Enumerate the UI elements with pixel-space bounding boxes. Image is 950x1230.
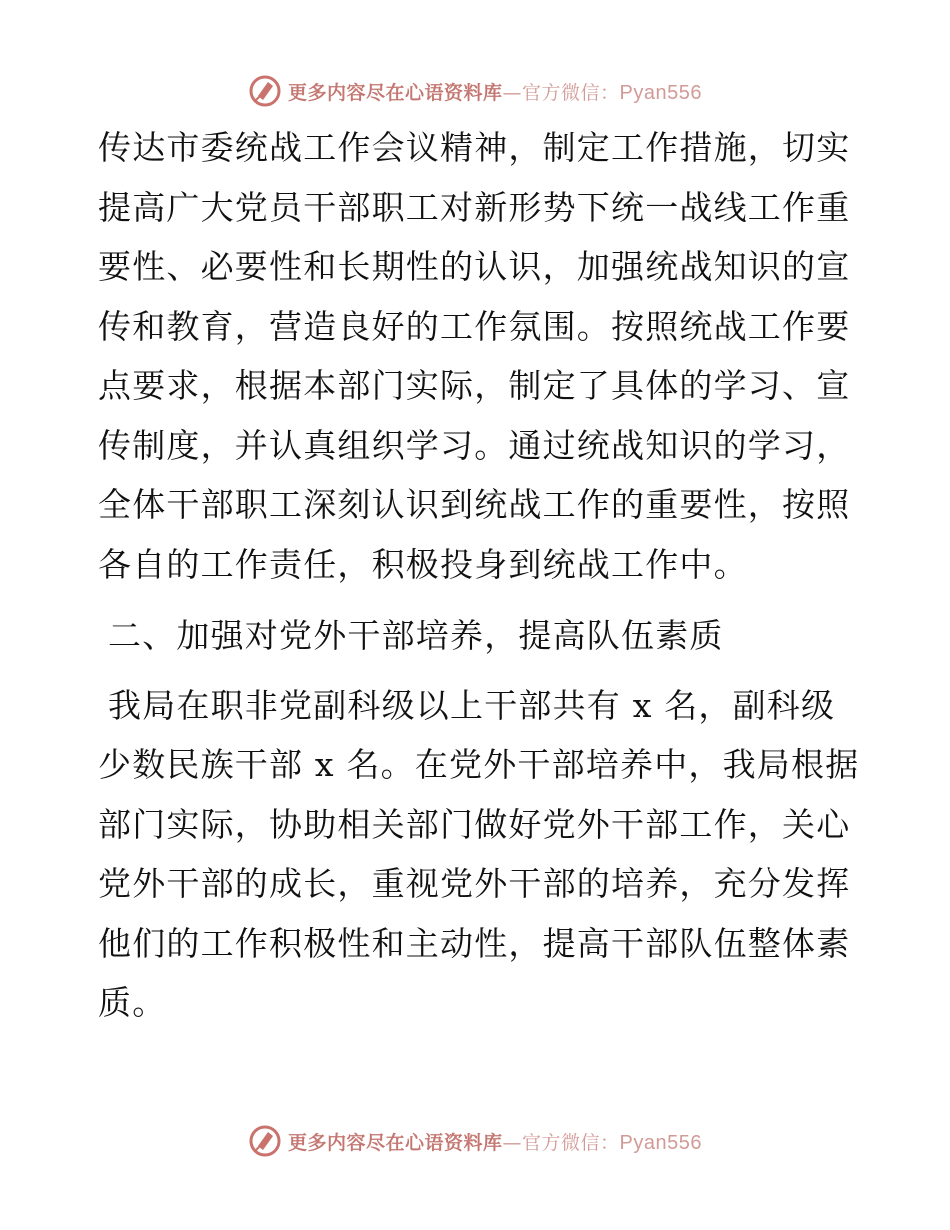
header-banner bbox=[0, 73, 950, 109]
logo-icon bbox=[248, 1124, 282, 1158]
paragraph-1-line: 全体干部职工深刻认识到统战工作的重要性，按照 bbox=[98, 485, 851, 524]
header-banner-id: Pyan556 bbox=[619, 81, 702, 104]
paragraph-1-line: 点要求，根据本部门实际，制定了具体的学习、宣 bbox=[98, 366, 851, 405]
footer-banner-text bbox=[288, 1128, 702, 1155]
paragraph-1-line: 传和教育，营造良好的工作氛围。按照统战工作要 bbox=[98, 306, 851, 346]
footer-banner-id: Pyan556 bbox=[619, 1131, 702, 1154]
paragraph-2-line: 他们的工作积极性和主动性，提高干部队伍整体素 bbox=[98, 923, 851, 963]
paragraph-2-line: 少数民族干部 x 名。在党外干部培养中，我局根据 bbox=[98, 745, 860, 784]
paragraph-2-line: 部门实际，协助相关部门做好党外干部工作，关心 bbox=[98, 804, 851, 844]
paragraph-2-line: 质。 bbox=[98, 983, 167, 1022]
paragraph-2 bbox=[98, 676, 860, 1033]
paragraph-1-line: 各自的工作责任，积极投身到统战工作中。 bbox=[98, 544, 748, 584]
paragraph-1-line: 提高广大党员干部职工对新形势下统一战线工作重 bbox=[98, 187, 851, 227]
section-heading: 二、加强对党外干部培养，提高队伍素质 bbox=[108, 616, 724, 655]
header-banner-sep: —官方微信： bbox=[502, 81, 620, 104]
footer-banner bbox=[0, 1123, 950, 1159]
header-banner-main: 更多内容尽在心语资料库 bbox=[288, 81, 503, 104]
paragraph-2-line: 党外干部的成长，重视党外干部的培养，充分发挥 bbox=[98, 864, 851, 903]
footer-banner-sep: —官方微信： bbox=[502, 1131, 620, 1154]
logo-icon bbox=[248, 74, 282, 108]
paragraph-1 bbox=[98, 118, 854, 594]
paragraph-1-line: 传制度，并认真组织学习。通过统战知识的学习， bbox=[98, 425, 851, 465]
paragraph-1-line: 要性、必要性和长期性的认识，加强统战知识的宣 bbox=[98, 247, 851, 286]
footer-banner-main: 更多内容尽在心语资料库 bbox=[288, 1131, 503, 1154]
paragraph-2-line: 我局在职非党副科级以上干部共有 x 名，副科级 bbox=[108, 685, 836, 725]
paragraph-1-line: 传达市委统战工作会议精神，制定工作措施，切实 bbox=[98, 128, 851, 167]
document-body bbox=[98, 118, 860, 1033]
header-banner-text bbox=[288, 78, 702, 105]
